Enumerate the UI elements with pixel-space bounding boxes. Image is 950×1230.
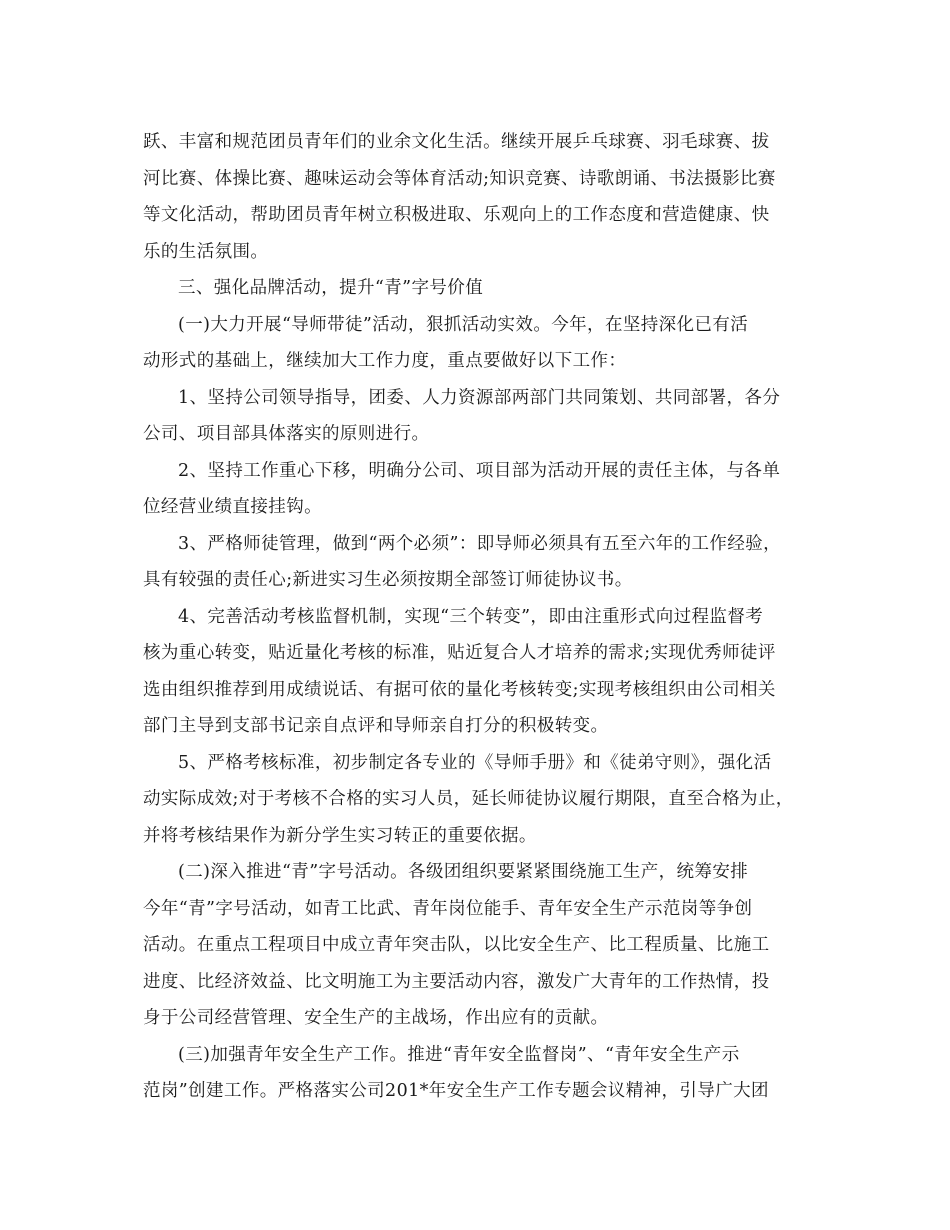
paragraph-item-1 [143, 380, 811, 453]
document-body [143, 124, 811, 1110]
text-line: 河比赛、体操比赛、趣味运动会等体育活动;知识竞赛、诗歌朗诵、书法摄影比赛 [143, 168, 776, 189]
text-line: (一)大力开展“导师带徒”活动，狠抓活动实效。今年，在坚持深化已有活 [178, 314, 749, 335]
text-line: 3、严格师徒管理，做到“两个必须”：即导师必须具有五至六年的工作经验， [178, 533, 782, 554]
text-line: 核为重心转变，贴近量化考核的标准，贴近复合人才培养的需求;实现优秀师徒评 [143, 643, 776, 663]
text-line: 动实际成效;对于考核不合格的实习人员，延长师徒协议履行期限，直至合格为止， [143, 789, 794, 809]
text-line: 动形式的基础上，继续加大工作力度，重点要做好以下工作： [143, 351, 627, 371]
paragraph-continuation [143, 124, 811, 270]
text-line: 乐的生活氛围。 [143, 241, 269, 262]
paragraph-subsection-2 [143, 854, 811, 1037]
text-line: 今年“青”字号活动，如青工比武、青年岗位能手、青年安全生产示范岗等争创 [143, 898, 753, 919]
text-line: 具有较强的责任心;新进实习生必须按期全部签订师徒协议书。 [143, 570, 633, 590]
text-line: 并将考核结果作为新分学生实习转正的重要依据。 [143, 825, 537, 846]
paragraph-item-2 [143, 453, 811, 526]
text-line: 等文化活动，帮助团员青年树立积极进取、乐观向上的工作态度和营造健康、快 [143, 205, 770, 225]
text-line: (二)深入推进“青”字号活动。各级团组织要紧紧围绕施工生产，统筹安排 [178, 862, 749, 882]
text-line: 2、坚持工作重心下移，明确分公司、项目部为活动开展的责任主体，与各单 [178, 460, 781, 481]
text-line: 公司、项目部具体落实的原则进行。 [143, 424, 430, 444]
text-line: 活动。在重点工程项目中成立青年突击队，以比安全生产、比工程质量、比施工 [143, 935, 770, 955]
text-line: 1、坚持公司领导指导，团委、人力资源部两部门共同策划、共同部署，各分 [178, 387, 781, 408]
text-line: 部门主导到支部书记亲自点评和导师亲自打分的积极转变。 [143, 716, 609, 736]
text-line: 跃、丰富和规范团员青年们的业余文化生活。继续开展乒乓球赛、羽毛球赛、拔 [143, 132, 770, 152]
text-line: 4、完善活动考核监督机制，实现“三个转变”，即由注重形式向过程监督考 [178, 606, 764, 627]
paragraph-item-5 [143, 745, 811, 855]
heading-text: 三、强化品牌活动，提升“青”字号价值 [178, 278, 484, 298]
text-line: 范岗”创建工作。严格落实公司201*年安全生产工作专题会议精神，引导广大团 [143, 1081, 769, 1101]
text-line: 进度、比经济效益、比文明施工为主要活动内容，激发广大青年的工作热情，投 [143, 971, 770, 992]
paragraph-item-4 [143, 599, 811, 745]
text-line: 位经营业绩直接挂钩。 [143, 497, 322, 517]
text-line: (三)加强青年安全生产工作。推进“青年安全监督岗”、“青年安全生产示 [178, 1044, 740, 1065]
text-line: 身于公司经营管理、安全生产的主战场，作出应有的贡献。 [143, 1008, 609, 1028]
paragraph-subsection-1 [143, 307, 811, 380]
paragraph-subsection-3 [143, 1037, 811, 1110]
text-line: 选由组织推荐到用成绩说话、有据可依的量化考核转变;实现考核组织由公司相关 [143, 679, 776, 700]
paragraph-item-3 [143, 526, 811, 599]
section-heading-3 [143, 270, 811, 307]
text-line: 5、严格考核标准，初步制定各专业的《导师手册》和《徒弟守则》，强化活 [178, 752, 772, 773]
